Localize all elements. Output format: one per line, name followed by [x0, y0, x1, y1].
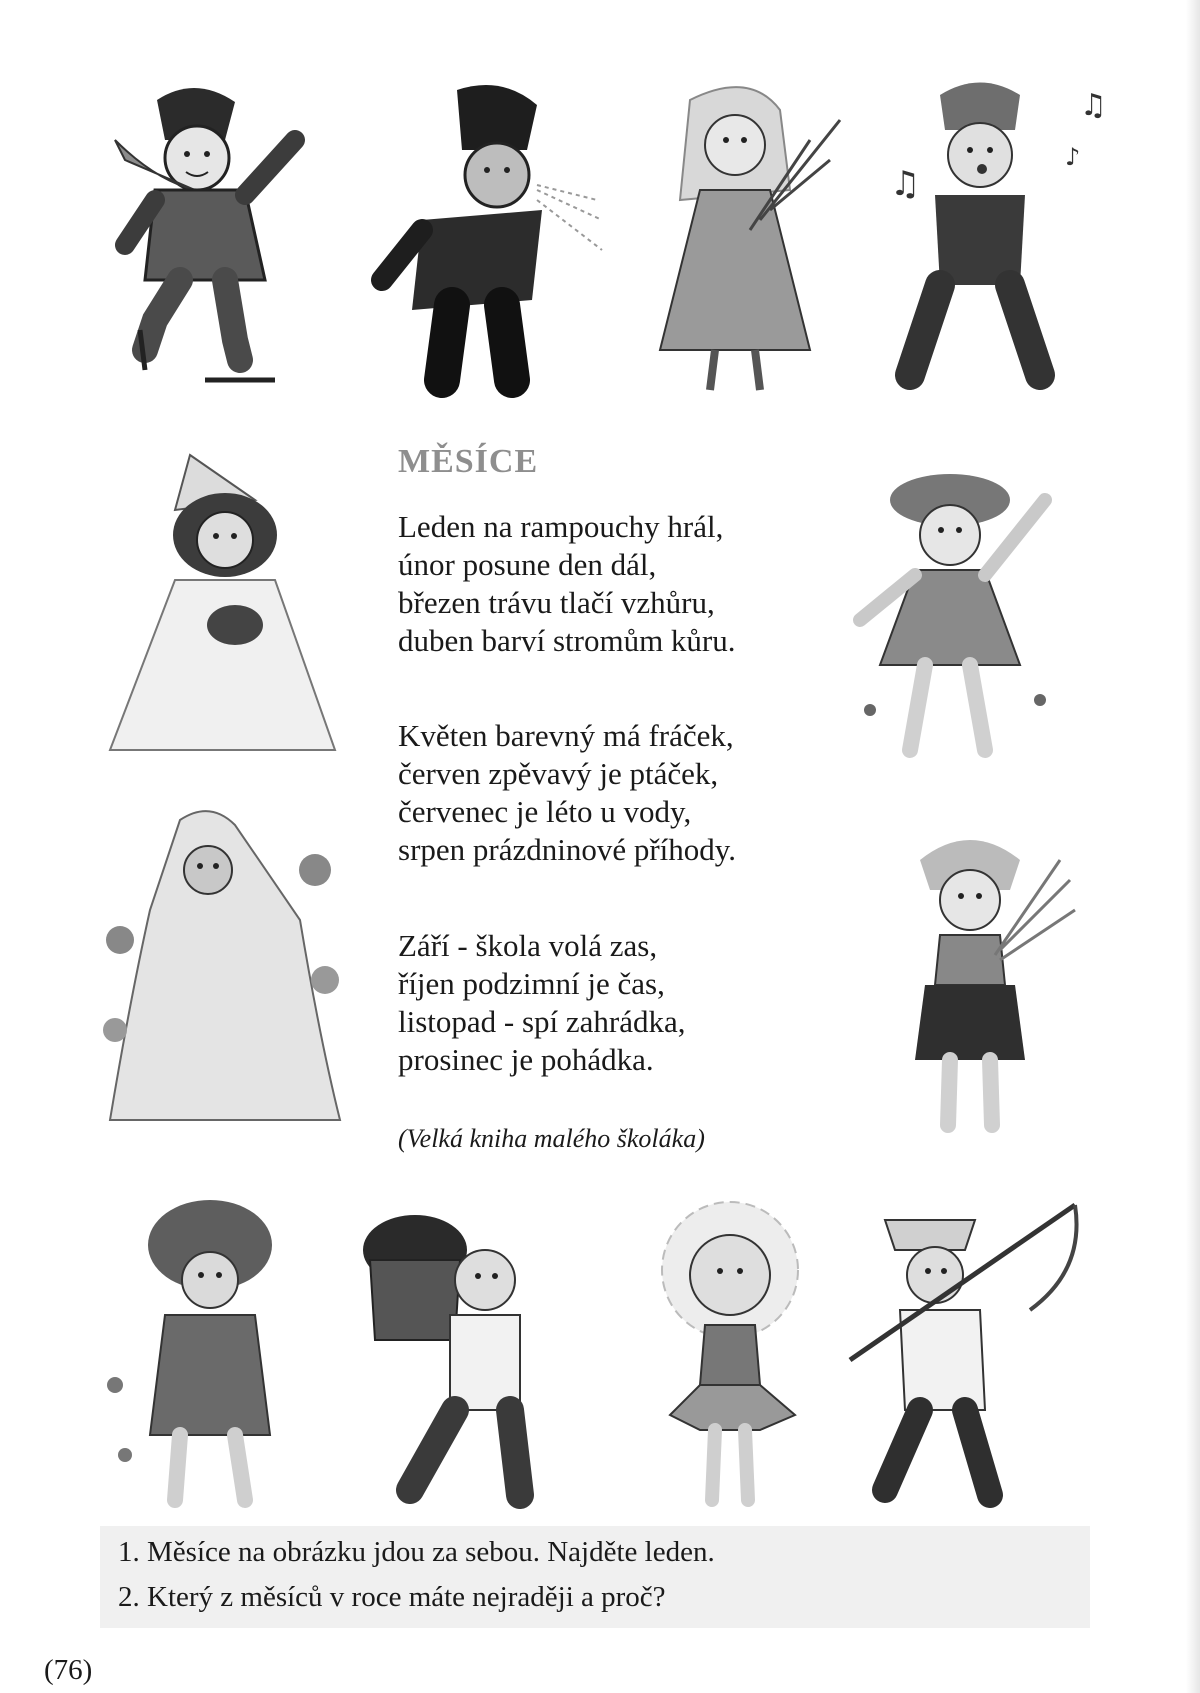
page-edge-shadow — [1186, 0, 1200, 1693]
poem-title: MĚSÍCE — [398, 443, 539, 480]
task-item-1: 1. Měsíce na obrázku jdou za sebou. Najděte leden. — [118, 1536, 715, 1568]
veiled-figure-illustration — [90, 800, 350, 1140]
poem-stanza-2 — [398, 717, 736, 869]
singing-boy-illustration — [870, 75, 1120, 415]
boy-with-basket-illustration — [360, 1190, 550, 1520]
poem-line: říjen podzimní je čas, — [398, 966, 665, 1001]
poem-line: duben barví stromům kůru. — [398, 623, 736, 658]
boy-with-scythe-illustration — [840, 1190, 1090, 1520]
poem-line: červenec je léto u vody, — [398, 794, 692, 829]
poem-stanza-1 — [398, 508, 736, 660]
flower-girl-illustration — [840, 450, 1080, 770]
svg-text:♫: ♫ — [890, 164, 921, 204]
task-box — [100, 1526, 1090, 1628]
poem-line: Leden na rampouchy hrál, — [398, 509, 724, 544]
poem-line: prosinec je pohádka. — [398, 1042, 654, 1077]
poem-line: Září - škola volá zas, — [398, 928, 658, 963]
leaf-child-illustration — [95, 1185, 325, 1515]
poem-line: březen trávu tlačí vzhůru, — [398, 585, 715, 620]
svg-text:♪: ♪ — [1065, 143, 1081, 171]
poem-line: srpen prázdninové příhody. — [398, 832, 737, 867]
child-blowing-wind-illustration — [362, 80, 612, 400]
child-in-fur-coat-illustration — [105, 450, 340, 765]
poem-line: únor posune den dál, — [398, 547, 657, 582]
girl-with-grain-illustration — [870, 820, 1090, 1140]
child-skater-illustration — [85, 80, 335, 410]
page-number: (76) — [44, 1654, 93, 1686]
task-item-2: 2. Který z měsíců v roce máte nejraději a proč? — [118, 1581, 666, 1613]
poem-source: (Velká kniha malého školáka) — [398, 1124, 705, 1153]
poem-stanza-3 — [398, 927, 686, 1079]
sun-girl-illustration — [630, 1185, 830, 1515]
poem-line: Květen barevný má fráček, — [398, 718, 734, 753]
girl-with-twigs-illustration — [640, 80, 870, 400]
poem-line: červen zpěvavý je ptáček, — [398, 756, 719, 791]
poem-line: listopad - spí zahrádka, — [398, 1004, 686, 1039]
svg-text:♫: ♫ — [1080, 88, 1107, 123]
